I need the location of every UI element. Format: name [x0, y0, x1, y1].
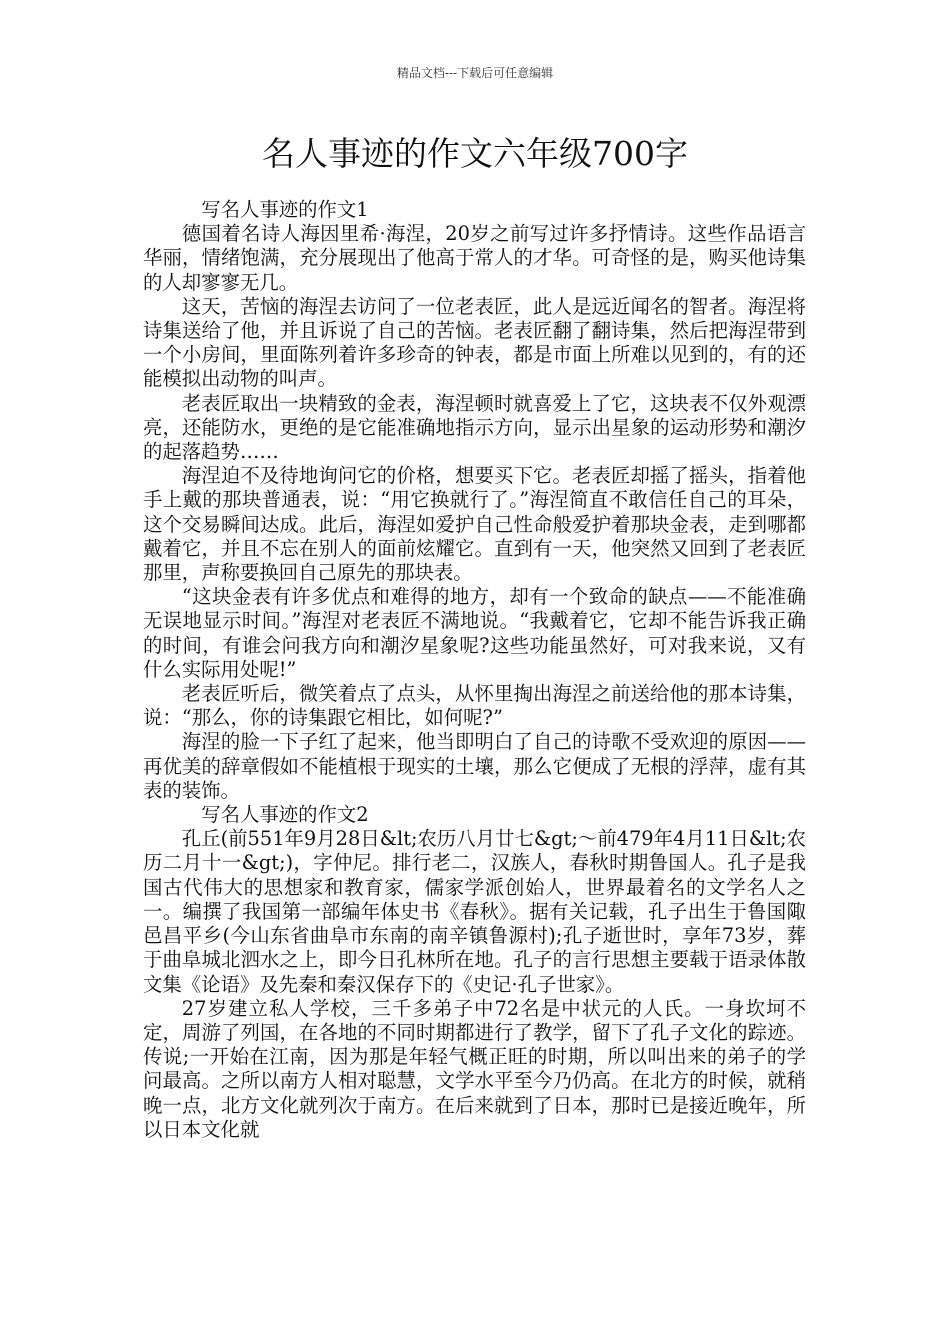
paragraph: 海涅迫不及待地询问它的价格，想要买下它。老表匠却摇了摇头，指着他手上戴的那块普通表，说：“用它换就行了。”海涅简直不敢信任自己的耳朵，这个交易瞬间达成。此后，海涅如爱护自己性命般爱护着那块金表，走到哪都戴着它，并且不忘在别人的面前炫耀它。直到有一天，他突然又回到了老表匠那里，声称要换回自己原先的那块表。 [143, 464, 806, 585]
paragraph: 孔丘(前551年9月28日&lt;农历八月廿七&gt;～前479年4月11日&lt;农历二月十一&gt;)，字仲尼。排行老二，汉族人，春秋时期鲁国人。孔子是我国古代伟大的思想家和教育家，儒家学派创始人，世界最着名的文学名人之一。编撰了我国第一部编年体史书《春秋》。据有关记载，孔子出生于鲁国陬邑昌平乡(今山东省曲阜市东南的南辛镇鲁源村);孔子逝世时，享年73岁，葬于曲阜城北泗水之上，即今日孔林所在地。孔子的言行思想主要载于语录体散文集《论语》及先秦和秦汉保存下的《史记·孔子世家》。 [143, 827, 807, 996]
section-heading: 写名人事迹的作文2 [201, 803, 369, 827]
paragraph: 老表匠取出一块精致的金表，海涅顿时就喜爱上了它，这块表不仅外观漂亮，还能防水，更绝的是它能准确地指示方向，显示出星象的运动形势和潮汐的起落趋势…… [143, 391, 806, 464]
paragraph: 这天，苦恼的海涅去访问了一位老表匠，此人是远近闻名的智者。海涅将诗集送给了他，并且诉说了自己的苦恼。老表匠翻了翻诗集，然后把海涅带到一个小房间，里面陈列着许多珍奇的钟表，都是市面上所难以见到的，有的还能模拟出动物的叫声。 [143, 294, 806, 391]
paragraph: 27岁建立私人学校，三千多弟子中72名是中状元的人氏。一身坎坷不定，周游了列国，在各地的不同时期都进行了教学，留下了孔子文化的踪迹。传说;一开始在江南，因为那是年轻气概正旺的时期，所以叫出来的弟子的学问最高。之所以南方人相对聪慧，文学水平至今乃仍高。在北方的时候，就稍晚一点，北方文化就列次于南方。在后来就到了日本，那时已是接近晚年，所以日本文化就 [143, 996, 806, 1141]
page-header: 精品文档---下载后可任意编辑 [396, 66, 554, 80]
section-heading: 写名人事迹的作文1 [201, 198, 369, 221]
paragraph: 海涅的脸一下子红了起来，他当即明白了自己的诗歌不受欢迎的原因——再优美的辞章假如不能植根于现实的土壤，那么它便成了无根的浮萍，虚有其表的装饰。 [143, 730, 806, 802]
paragraph: “这块金表有许多优点和难得的地方，却有一个致命的缺点——不能准确无误地显示时间。”海涅对老表匠不满地说。“我戴着它，它却不能告诉我正确的时间，有谁会问我方向和潮汐星象呢?这些功能虽然好，可对我来说，又有什么实际用处呢!” [143, 585, 806, 681]
document-title: 名人事迹的作文六年级700字 [262, 134, 688, 173]
document-body [143, 198, 806, 1142]
paragraph: 老表匠听后，微笑着点了点头，从怀里掏出海涅之前送给他的那本诗集，说：“那么，你的诗集跟它相比，如何呢?” [143, 682, 806, 730]
paragraph: 德国着名诗人海因里希·海涅，20岁之前写过许多抒情诗。这些作品语言华丽，情绪饱满，充分展现出了他高于常人的才华。可奇怪的是，购买他诗集的人却寥寥无几。 [143, 222, 806, 294]
